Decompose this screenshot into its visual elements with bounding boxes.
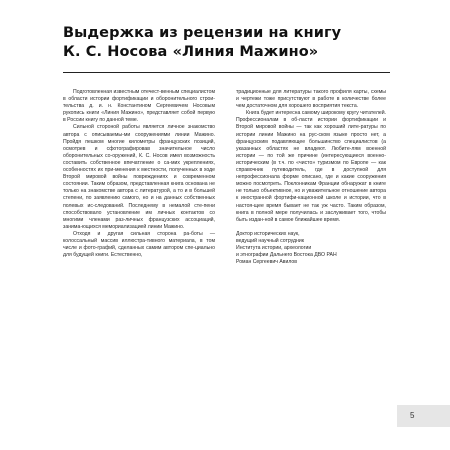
page-title-line-1: Выдержка из рецензии на книгу [63,25,342,41]
reviewer-signature [236,231,386,266]
page-number: 5 [410,411,415,420]
title-divider [63,72,390,73]
left-text-column [63,89,215,259]
paragraph: Сильной стороной работы является личное знакомство автора с описываемы-ми сооружениями линии Мажино. Пройдя пешком многие километры французских позиций, осмотрев и сфотографировав значительное число оборонительных со-оружений, К. С. Носов имел возможность составить собственное впечатление о са-мих укреплениях, особенностях их при-менения к местности, полученных в ходе Второй мировой войны повреждениях и современном состоянии. Таким образом, представленная книга основана не только на знакомстве автора с литературой, а то и в большей степени, по заявлению самого, но и на данных собственных полевых ис-следований. Последнему в немалой сте-пени способствовало установление им личных контактов со многими членами раз-личных французских ассоциаций, занима-ющихся мемориализацией линии Мажино. [63,124,215,230]
page-title-line-2: К. С. Носова «Линия Мажино» [63,44,319,60]
paragraph: Книга будет интересна самому широкому кругу читателей. Профессионалам в об-ласти истории фортификации и Второй мировой войны — так как хороший лите-ратуры по истории линии Мажино на рус-ском языке просто нет, а французским подавляющее большинство специалистов (а указанных областях не владеют. Любите-лям военной истории — по той же причине (интересующиеся военно-историческим (в т.ч. по «чисто» туризмом по Европе — как справочник путеводитель, где в доступной для непрофессионала форме описано, где и какие сооружения можно посмотреть. Поклонникам Франции обнаружат в книге не только объективное, но и уважительное отношение автора к иностранной фортифи-кационной школе и истории, что в настоя-щее время бывает не так уж часто. Таким образом, книга в полной мере получилась и заслуживает того, чтобы быть издан-ной в самое ближайшее время. [236,110,386,223]
paragraph: Подготовленная известным отечест-венным специалистом в области истории фортификации и оборонительного строи-тельства д. и. н. Константином Сергеевичем Носовым рукопись книги «Линия Мажино», представляет собой первую в России книгу по данной теме. [63,89,215,124]
signature-line: Института истории, археологии [236,244,312,251]
signature-line: Доктор исторических наук, [236,230,300,237]
right-text-column [236,89,386,266]
signature-line: и этнографии Дальнего Востока ДВО РАН [236,252,337,259]
paragraph: традиционные для литературы такого профиля карты, схемы и чертежи тоже присутствуют в работе в количестве более чем достаточном для хорошего восприятия текста. [236,89,386,110]
signature-line: ведущий научный сотрудник [236,237,304,244]
paragraph: Отходя и другая сильная сторона ра-боты — колоссальный массив иллюстра-тивного материала, в том числе и фото-графий, сделанных самим автором спе-циально для будущей книги. Естественно, [63,230,215,259]
page-number-tab [397,405,450,427]
page-title [63,24,393,62]
signature-line: Роман Сергеевич Авилов [236,259,298,266]
